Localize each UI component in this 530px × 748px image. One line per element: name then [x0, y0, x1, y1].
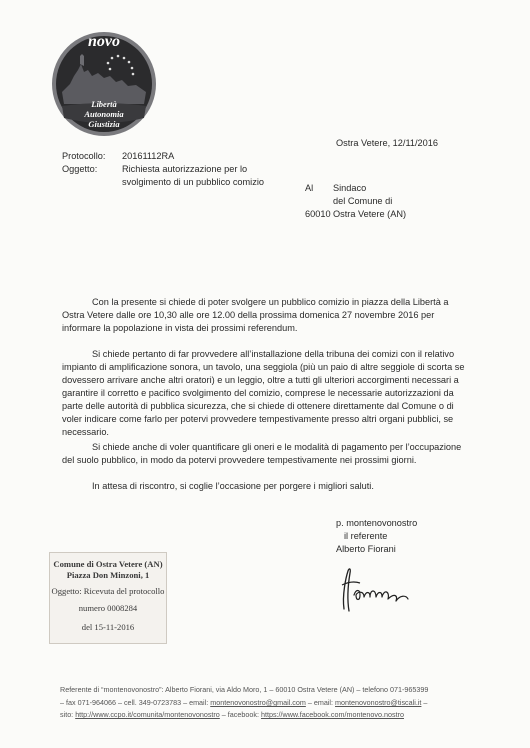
body-p2-line4: garantire il corretto e pacifico svolgimento del comizio, comprese le necessarie autorizzazioni da [62, 388, 454, 398]
body-p2-line3: dovessero arrivare anche altri oratori) e un leggio, oltre a tutti gli ulteriori accorgimenti necessari a [62, 375, 459, 385]
recipient-line-2: del Comune di [333, 196, 393, 206]
footer-line-2 [60, 697, 427, 709]
stamp-line-3: Oggetto: Ricevuta del protocollo [51, 586, 165, 596]
body-p4-line1: In attesa di riscontro, si coglie l’occasione per porgere i migliori saluti. [92, 481, 374, 491]
subject-label: Oggetto: [62, 164, 98, 174]
subject-line-1: Richiesta autorizzazione per lo [122, 164, 248, 174]
body-p1-line1: Con la presente si chiede di poter svolgere un pubblico comizio in piazza della Libertà a [92, 297, 449, 307]
footer-sep-2: – [421, 698, 428, 707]
body-p1-line3: informare la popolazione in vista dei prossimi referendum. [62, 323, 298, 333]
protocol-value: 20161112RA [122, 151, 175, 161]
body-p2-line2: impianto di amplificazione sonora, un tavolo, una seggiola (più un paio di altre seggiole di scorta se [62, 362, 465, 372]
footer-email-tiscali[interactable]: montenovonostro@tiscali.it [335, 698, 422, 707]
footer-facebook-link[interactable]: https://www.facebook.com/montenovo.nostro [260, 710, 404, 719]
recipient-line-3: Ostra Vetere (AN) [333, 209, 407, 219]
footer-line-1: Referente di “montenovonostro”: Alberto Fiorani, via Aldo Moro, 1 – 60010 Ostra Vetere (AN) – telefono 071-965399 [60, 685, 429, 694]
handwritten-signature [338, 565, 416, 615]
recipient-al: Al [305, 183, 314, 193]
body-p2-line5: parte delle autorità di pubblica sicurezza, che si chiede di ottenere direttamente dal Comune o di [62, 401, 454, 411]
footer-website-link[interactable]: http://www.ccpo.it/comunita/montenovonostro [75, 710, 220, 719]
stamp-line-4: numero 0008284 [78, 603, 138, 613]
footer-email-gmail[interactable]: montenovonostro@gmail.com [210, 698, 306, 707]
stamp-line-2: Piazza Don Minzoni, 1 [66, 570, 150, 580]
stamp-line-1: Comune di Ostra Vetere (AN) [53, 559, 163, 569]
body-p3-line2: del suolo pubblico, in modo da potervi provvedere tempestivamente nei prossimi giorni. [62, 455, 417, 465]
date-place: Ostra Vetere, 12/11/2016 [336, 138, 438, 148]
sign-org: p. montenovonostro [336, 518, 418, 528]
logo-tagline-3: Giustizia [88, 119, 120, 129]
logo-emblem-icon [50, 30, 158, 138]
subject-line-2: svolgimento di un pubblico comizio [122, 177, 264, 187]
protocol-label: Protocollo: [62, 151, 106, 161]
logo-tagline-1: Libertà [91, 99, 117, 109]
footer-sep-1: – email: [305, 698, 336, 707]
body-p2-line7: necessario. [62, 427, 109, 437]
body-p2-line6: voler indicare come farlo per potervi provvedere tempestivamente presso altri organi pubblici, se [62, 414, 454, 424]
footer-facebook-label: – facebook: [219, 710, 261, 719]
body-p3-line1: Si chiede anche di voler quantificare gli oneri e le modalità di pagamento per l’occupazione [92, 442, 462, 452]
logo-tagline-2: Autonomia [84, 109, 124, 119]
logo-brand-text: novo [88, 33, 120, 50]
protocol-receipt-stamp [49, 552, 167, 644]
recipient-cap: 60010 [305, 209, 331, 219]
body-p1-line2: Ostra Vetere dalle ore 10,30 alle ore 12.00 della prossima domenica 27 novembre 2016 per [62, 310, 435, 320]
stamp-line-5: del 15-11-2016 [81, 622, 135, 632]
body-p2-line1: Si chiede pertanto di far provvedere all’installazione della tribuna dei comizi con il relativo [92, 349, 455, 359]
footer-contacts: – fax 071-964066 – cell. 349-0723783 – email: [60, 698, 211, 707]
sign-role: il referente [344, 531, 388, 541]
footer-line-3 [60, 709, 404, 721]
footer-site-label: sito: [60, 710, 76, 719]
party-logo [50, 30, 158, 138]
sign-name: Alberto Fiorani [336, 544, 396, 554]
recipient-line-1: Sindaco [333, 183, 367, 193]
